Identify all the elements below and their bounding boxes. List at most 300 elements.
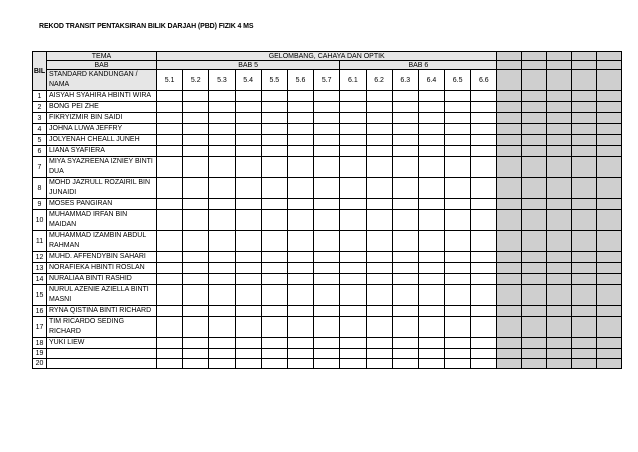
assessment-cell[interactable] [287, 157, 313, 178]
assessment-cell[interactable] [183, 91, 209, 102]
assessment-cell[interactable] [235, 178, 261, 199]
assessment-cell[interactable] [235, 349, 261, 359]
assessment-cell[interactable] [209, 285, 235, 306]
assessment-cell[interactable] [209, 199, 235, 210]
assessment-cell[interactable] [314, 210, 340, 231]
assessment-cell[interactable] [209, 317, 235, 338]
assessment-cell[interactable] [157, 349, 183, 359]
assessment-cell[interactable] [235, 306, 261, 317]
assessment-cell[interactable] [445, 102, 471, 113]
assessment-cell[interactable] [235, 317, 261, 338]
assessment-cell[interactable] [418, 306, 444, 317]
assessment-cell[interactable] [471, 274, 497, 285]
assessment-cell[interactable] [287, 338, 313, 349]
assessment-cell[interactable] [287, 359, 313, 369]
assessment-cell[interactable] [157, 210, 183, 231]
assessment-cell[interactable] [418, 178, 444, 199]
extra-column-cell [597, 61, 622, 70]
assessment-cell[interactable] [183, 349, 209, 359]
assessment-cell[interactable] [183, 252, 209, 263]
assessment-cell[interactable] [314, 199, 340, 210]
assessment-cell[interactable] [157, 252, 183, 263]
assessment-cell[interactable] [366, 199, 392, 210]
assessment-cell[interactable] [340, 359, 366, 369]
assessment-cell[interactable] [366, 113, 392, 124]
assessment-cell[interactable] [471, 231, 497, 252]
assessment-cell[interactable] [340, 285, 366, 306]
assessment-cell[interactable] [471, 124, 497, 135]
assessment-cell[interactable] [261, 285, 287, 306]
assessment-cell[interactable] [445, 124, 471, 135]
assessment-cell[interactable] [418, 231, 444, 252]
bab-label: BAB [47, 61, 157, 70]
assessment-cell[interactable] [471, 263, 497, 274]
assessment-cell[interactable] [209, 157, 235, 178]
assessment-cell[interactable] [235, 274, 261, 285]
assessment-cell[interactable] [445, 349, 471, 359]
assessment-cell[interactable] [418, 146, 444, 157]
assessment-cell[interactable] [418, 274, 444, 285]
assessment-cell[interactable] [209, 274, 235, 285]
assessment-cell[interactable] [445, 338, 471, 349]
assessment-cell[interactable] [314, 252, 340, 263]
assessment-cell[interactable] [261, 113, 287, 124]
table-row [33, 338, 622, 349]
standard-code-6-3: 6.3 [392, 70, 418, 91]
assessment-cell[interactable] [261, 263, 287, 274]
assessment-cell[interactable] [366, 157, 392, 178]
assessment-cell[interactable] [366, 135, 392, 146]
assessment-cell[interactable] [366, 349, 392, 359]
extra-column-cell [597, 285, 622, 306]
assessment-cell[interactable] [183, 146, 209, 157]
assessment-cell[interactable] [235, 285, 261, 306]
assessment-cell[interactable] [340, 124, 366, 135]
assessment-cell[interactable] [340, 91, 366, 102]
assessment-cell[interactable] [445, 113, 471, 124]
assessment-cell[interactable] [445, 252, 471, 263]
extra-column-cell [597, 178, 622, 199]
assessment-cell[interactable] [235, 157, 261, 178]
assessment-cell[interactable] [183, 124, 209, 135]
assessment-cell[interactable] [340, 252, 366, 263]
assessment-cell[interactable] [157, 231, 183, 252]
assessment-cell[interactable] [183, 263, 209, 274]
assessment-cell[interactable] [418, 113, 444, 124]
assessment-cell[interactable] [235, 113, 261, 124]
assessment-cell[interactable] [471, 210, 497, 231]
extra-column-cell [497, 102, 522, 113]
assessment-cell[interactable] [157, 338, 183, 349]
assessment-cell[interactable] [209, 210, 235, 231]
assessment-cell[interactable] [445, 178, 471, 199]
assessment-cell[interactable] [471, 178, 497, 199]
assessment-cell[interactable] [261, 338, 287, 349]
assessment-cell[interactable] [471, 102, 497, 113]
assessment-cell[interactable] [471, 199, 497, 210]
extra-column-cell [597, 317, 622, 338]
assessment-cell[interactable] [418, 252, 444, 263]
assessment-cell[interactable] [366, 252, 392, 263]
assessment-cell[interactable] [261, 306, 287, 317]
extra-column-cell [522, 135, 547, 146]
bab5-header: BAB 5 [157, 61, 340, 70]
assessment-cell[interactable] [183, 102, 209, 113]
assessment-cell[interactable] [287, 252, 313, 263]
assessment-cell[interactable] [340, 157, 366, 178]
student-name: AISYAH SYAHIRA HBINTI WIRA [47, 91, 157, 102]
assessment-cell[interactable] [392, 199, 418, 210]
assessment-cell[interactable] [445, 210, 471, 231]
assessment-cell[interactable] [261, 124, 287, 135]
assessment-cell[interactable] [340, 231, 366, 252]
assessment-cell[interactable] [366, 359, 392, 369]
assessment-cell[interactable] [287, 135, 313, 146]
assessment-cell[interactable] [392, 210, 418, 231]
assessment-cell[interactable] [261, 349, 287, 359]
table-row [33, 210, 622, 231]
assessment-cell[interactable] [392, 359, 418, 369]
extra-column-cell [497, 157, 522, 178]
assessment-cell[interactable] [471, 113, 497, 124]
assessment-cell[interactable] [392, 338, 418, 349]
assessment-cell[interactable] [209, 263, 235, 274]
assessment-cell[interactable] [157, 157, 183, 178]
assessment-cell[interactable] [366, 146, 392, 157]
assessment-cell[interactable] [183, 210, 209, 231]
assessment-cell[interactable] [340, 146, 366, 157]
assessment-cell[interactable] [445, 359, 471, 369]
assessment-cell[interactable] [157, 91, 183, 102]
assessment-cell[interactable] [287, 274, 313, 285]
assessment-cell[interactable] [183, 199, 209, 210]
assessment-cell[interactable] [471, 135, 497, 146]
assessment-cell[interactable] [235, 124, 261, 135]
assessment-cell[interactable] [209, 113, 235, 124]
table-row [33, 252, 622, 263]
assessment-cell[interactable] [418, 102, 444, 113]
assessment-cell[interactable] [418, 124, 444, 135]
assessment-cell[interactable] [287, 263, 313, 274]
assessment-cell[interactable] [314, 359, 340, 369]
assessment-cell[interactable] [471, 91, 497, 102]
assessment-cell[interactable] [418, 210, 444, 231]
assessment-cell[interactable] [287, 199, 313, 210]
assessment-cell[interactable] [157, 113, 183, 124]
assessment-cell[interactable] [314, 338, 340, 349]
assessment-cell[interactable] [235, 102, 261, 113]
assessment-cell[interactable] [209, 178, 235, 199]
assessment-cell[interactable] [392, 135, 418, 146]
assessment-cell[interactable] [366, 263, 392, 274]
assessment-cell[interactable] [183, 274, 209, 285]
assessment-cell[interactable] [471, 252, 497, 263]
assessment-cell[interactable] [340, 178, 366, 199]
assessment-cell[interactable] [314, 102, 340, 113]
assessment-cell[interactable] [157, 317, 183, 338]
assessment-cell[interactable] [392, 349, 418, 359]
assessment-cell[interactable] [471, 157, 497, 178]
assessment-cell[interactable] [418, 199, 444, 210]
assessment-cell[interactable] [157, 102, 183, 113]
assessment-cell[interactable] [183, 285, 209, 306]
assessment-cell[interactable] [471, 285, 497, 306]
assessment-cell[interactable] [261, 91, 287, 102]
assessment-cell[interactable] [418, 135, 444, 146]
row-number: 7 [33, 157, 47, 178]
assessment-cell[interactable] [183, 135, 209, 146]
assessment-cell[interactable] [392, 274, 418, 285]
assessment-cell[interactable] [340, 349, 366, 359]
assessment-cell[interactable] [340, 135, 366, 146]
assessment-cell[interactable] [235, 199, 261, 210]
extra-column-cell [572, 359, 597, 369]
assessment-cell[interactable] [287, 102, 313, 113]
assessment-cell[interactable] [340, 113, 366, 124]
assessment-cell[interactable] [157, 124, 183, 135]
assessment-cell[interactable] [235, 210, 261, 231]
assessment-cell[interactable] [366, 285, 392, 306]
assessment-cell[interactable] [445, 274, 471, 285]
assessment-cell[interactable] [471, 338, 497, 349]
extra-column-cell [597, 231, 622, 252]
assessment-cell[interactable] [261, 231, 287, 252]
assessment-cell[interactable] [209, 359, 235, 369]
assessment-cell[interactable] [235, 252, 261, 263]
student-name: MUHAMMAD IRFAN BIN MAIDAN [47, 210, 157, 231]
assessment-cell[interactable] [471, 146, 497, 157]
extra-column-cell [572, 210, 597, 231]
assessment-cell[interactable] [261, 135, 287, 146]
assessment-cell[interactable] [340, 210, 366, 231]
assessment-cell[interactable] [314, 285, 340, 306]
extra-column-cell [522, 146, 547, 157]
assessment-cell[interactable] [392, 285, 418, 306]
assessment-cell[interactable] [235, 91, 261, 102]
assessment-cell[interactable] [314, 157, 340, 178]
assessment-cell[interactable] [366, 102, 392, 113]
assessment-cell[interactable] [392, 317, 418, 338]
assessment-cell[interactable] [287, 124, 313, 135]
assessment-cell[interactable] [418, 338, 444, 349]
assessment-cell[interactable] [209, 252, 235, 263]
assessment-cell[interactable] [157, 359, 183, 369]
assessment-cell[interactable] [209, 135, 235, 146]
assessment-cell[interactable] [183, 157, 209, 178]
assessment-cell[interactable] [209, 231, 235, 252]
assessment-cell[interactable] [366, 91, 392, 102]
assessment-cell[interactable] [471, 359, 497, 369]
assessment-cell[interactable] [261, 252, 287, 263]
assessment-cell[interactable] [418, 285, 444, 306]
assessment-cell[interactable] [287, 146, 313, 157]
extra-column-cell [497, 135, 522, 146]
student-name: TIM RICARDO SEDING RICHARD [47, 317, 157, 338]
assessment-cell[interactable] [209, 306, 235, 317]
assessment-cell[interactable] [261, 178, 287, 199]
assessment-cell[interactable] [209, 146, 235, 157]
assessment-cell[interactable] [287, 91, 313, 102]
assessment-cell[interactable] [445, 157, 471, 178]
assessment-cell[interactable] [314, 146, 340, 157]
assessment-cell[interactable] [340, 306, 366, 317]
assessment-cell[interactable] [314, 317, 340, 338]
assessment-cell[interactable] [209, 338, 235, 349]
assessment-cell[interactable] [183, 317, 209, 338]
assessment-cell[interactable] [157, 135, 183, 146]
assessment-cell[interactable] [261, 359, 287, 369]
extra-column-cell [522, 157, 547, 178]
assessment-cell[interactable] [183, 113, 209, 124]
assessment-cell[interactable] [314, 91, 340, 102]
assessment-cell[interactable] [392, 102, 418, 113]
extra-column-cell [522, 285, 547, 306]
student-name: NURALIAA BINTI RASHID [47, 274, 157, 285]
assessment-cell[interactable] [235, 231, 261, 252]
assessment-cell[interactable] [392, 113, 418, 124]
extra-column-cell [522, 102, 547, 113]
assessment-cell[interactable] [418, 263, 444, 274]
assessment-cell[interactable] [235, 359, 261, 369]
assessment-cell[interactable] [314, 178, 340, 199]
assessment-cell[interactable] [183, 338, 209, 349]
assessment-cell[interactable] [340, 317, 366, 338]
assessment-cell[interactable] [340, 338, 366, 349]
assessment-cell[interactable] [445, 231, 471, 252]
assessment-cell[interactable] [209, 349, 235, 359]
assessment-cell[interactable] [261, 210, 287, 231]
assessment-cell[interactable] [261, 274, 287, 285]
extra-column-cell [522, 124, 547, 135]
assessment-cell[interactable] [261, 199, 287, 210]
assessment-cell[interactable] [157, 285, 183, 306]
assessment-cell[interactable] [340, 199, 366, 210]
assessment-cell[interactable] [287, 178, 313, 199]
assessment-cell[interactable] [418, 359, 444, 369]
assessment-cell[interactable] [261, 102, 287, 113]
assessment-cell[interactable] [392, 146, 418, 157]
assessment-cell[interactable] [445, 135, 471, 146]
assessment-cell[interactable] [418, 157, 444, 178]
assessment-cell[interactable] [366, 274, 392, 285]
assessment-cell[interactable] [157, 306, 183, 317]
assessment-cell[interactable] [157, 199, 183, 210]
extra-column-cell [497, 178, 522, 199]
assessment-cell[interactable] [314, 306, 340, 317]
assessment-cell[interactable] [261, 157, 287, 178]
standard-code-6-1: 6.1 [340, 70, 366, 91]
assessment-cell[interactable] [314, 231, 340, 252]
assessment-cell[interactable] [392, 178, 418, 199]
assessment-cell[interactable] [445, 146, 471, 157]
extra-column-cell [572, 306, 597, 317]
assessment-cell[interactable] [314, 124, 340, 135]
assessment-cell[interactable] [261, 146, 287, 157]
assessment-cell[interactable] [314, 113, 340, 124]
assessment-cell[interactable] [183, 231, 209, 252]
table-row [33, 263, 622, 274]
assessment-cell[interactable] [366, 338, 392, 349]
assessment-cell[interactable] [261, 317, 287, 338]
assessment-cell[interactable] [445, 263, 471, 274]
assessment-cell[interactable] [235, 135, 261, 146]
assessment-cell[interactable] [392, 124, 418, 135]
assessment-cell[interactable] [157, 274, 183, 285]
assessment-cell[interactable] [445, 91, 471, 102]
extra-column-cell [547, 157, 572, 178]
assessment-cell[interactable] [287, 306, 313, 317]
assessment-cell[interactable] [445, 285, 471, 306]
table-row [33, 146, 622, 157]
assessment-cell[interactable] [183, 359, 209, 369]
assessment-cell[interactable] [314, 274, 340, 285]
assessment-cell[interactable] [287, 231, 313, 252]
assessment-cell[interactable] [392, 91, 418, 102]
extra-column-cell [547, 317, 572, 338]
assessment-cell[interactable] [392, 263, 418, 274]
assessment-cell[interactable] [314, 349, 340, 359]
standard-code-5-5: 5.5 [261, 70, 287, 91]
extra-column-cell [497, 124, 522, 135]
assessment-cell[interactable] [471, 306, 497, 317]
assessment-cell[interactable] [366, 231, 392, 252]
assessment-cell[interactable] [287, 210, 313, 231]
assessment-cell[interactable] [392, 231, 418, 252]
assessment-cell[interactable] [392, 252, 418, 263]
assessment-cell[interactable] [157, 146, 183, 157]
assessment-cell[interactable] [418, 349, 444, 359]
assessment-cell[interactable] [183, 178, 209, 199]
assessment-cell[interactable] [418, 317, 444, 338]
assessment-cell[interactable] [209, 124, 235, 135]
assessment-cell[interactable] [471, 349, 497, 359]
assessment-cell[interactable] [340, 102, 366, 113]
assessment-cell[interactable] [287, 113, 313, 124]
student-name: MIYA SYAZREENA IZNIEY BINTI DUA [47, 157, 157, 178]
assessment-cell[interactable] [314, 135, 340, 146]
assessment-cell[interactable] [418, 91, 444, 102]
assessment-cell[interactable] [287, 317, 313, 338]
assessment-cell[interactable] [366, 210, 392, 231]
assessment-cell[interactable] [235, 338, 261, 349]
extra-column-cell [547, 124, 572, 135]
assessment-cell[interactable] [157, 178, 183, 199]
assessment-cell[interactable] [366, 178, 392, 199]
assessment-cell[interactable] [314, 263, 340, 274]
assessment-cell[interactable] [340, 274, 366, 285]
assessment-cell[interactable] [157, 263, 183, 274]
assessment-cell[interactable] [445, 317, 471, 338]
assessment-cell[interactable] [235, 146, 261, 157]
assessment-cell[interactable] [287, 349, 313, 359]
assessment-cell[interactable] [183, 306, 209, 317]
extra-column-cell [572, 135, 597, 146]
assessment-cell[interactable] [287, 285, 313, 306]
assessment-cell[interactable] [366, 306, 392, 317]
assessment-cell[interactable] [445, 306, 471, 317]
assessment-cell[interactable] [445, 199, 471, 210]
assessment-cell[interactable] [392, 306, 418, 317]
assessment-cell[interactable] [209, 102, 235, 113]
assessment-cell[interactable] [340, 263, 366, 274]
assessment-cell[interactable] [366, 124, 392, 135]
assessment-cell[interactable] [209, 91, 235, 102]
table-row [33, 102, 622, 113]
assessment-cell[interactable] [471, 317, 497, 338]
assessment-cell[interactable] [392, 157, 418, 178]
assessment-cell[interactable] [366, 317, 392, 338]
assessment-cell[interactable] [235, 263, 261, 274]
